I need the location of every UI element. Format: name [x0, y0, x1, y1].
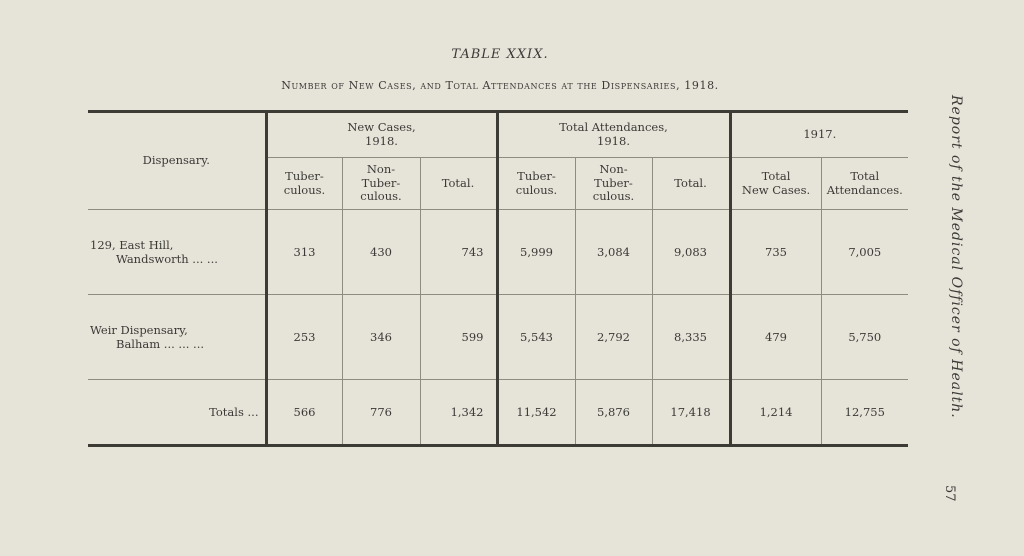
cell-nc-total: 599 — [420, 295, 497, 380]
cell-nc-total: 743 — [420, 210, 497, 295]
total-nc-total: 1,342 — [420, 380, 497, 446]
statistics-table — [88, 110, 908, 447]
header-dispensary: Dispensary. — [88, 112, 266, 210]
page-number: 57 — [942, 485, 957, 502]
header-nc-total: Total. — [420, 158, 497, 210]
cell-ta-tuberculous: 5,543 — [497, 295, 575, 380]
header-attendances-year: 1918. — [597, 134, 630, 148]
total-nc-non-tuberculous: 776 — [342, 380, 420, 446]
cell-nc-tuberculous: 313 — [266, 210, 342, 295]
cell-ta-total: 8,335 — [652, 295, 730, 380]
header-attendances-label: Total Attendances, — [559, 120, 668, 135]
header-1917-group: 1917. — [730, 112, 908, 158]
row-name-line1: 129, East Hill, — [90, 237, 174, 252]
total-1917-attendances: 12,755 — [821, 380, 908, 446]
header-total-new-cases: Total New Cases. — [730, 158, 821, 210]
total-ta-non-tuberculous: 5,876 — [575, 380, 652, 446]
cell-ta-total: 9,083 — [652, 210, 730, 295]
cell-ta-non-tuberculous: 2,792 — [575, 295, 652, 380]
table-row — [88, 295, 908, 380]
header-total-attendances: Total Attendances. — [821, 158, 908, 210]
totals-row — [88, 380, 908, 446]
cell-nc-non-tuberculous: 430 — [342, 210, 420, 295]
row-dispensary-name — [88, 210, 266, 295]
total-nc-tuberculous: 566 — [266, 380, 342, 446]
row-dispensary-name — [88, 295, 266, 380]
cell-nc-non-tuberculous: 346 — [342, 295, 420, 380]
dispensary-table — [88, 110, 908, 447]
cell-1917-new-cases: 479 — [730, 295, 821, 380]
header-nc-tuberculous: Tuber- culous. — [266, 158, 342, 210]
cell-ta-tuberculous: 5,999 — [497, 210, 575, 295]
total-ta-total: 17,418 — [652, 380, 730, 446]
running-head: Report of the Medical Officer of Health. — [948, 95, 964, 419]
row-name-line1: Weir Dispensary, — [90, 322, 188, 337]
table-subtitle: Number of New Cases, and Total Attendances at the Dispensaries, 1918. — [281, 79, 719, 92]
header-ta-tuberculous: Tuber- culous. — [497, 158, 575, 210]
header-nc-non-tuberculous: Non- Tuber- culous. — [342, 158, 420, 210]
totals-label: Totals ... — [209, 405, 259, 419]
header-ta-total: Total. — [652, 158, 730, 210]
cell-ta-non-tuberculous: 3,084 — [575, 210, 652, 295]
cell-1917-attendances: 5,750 — [821, 295, 908, 380]
cell-1917-new-cases: 735 — [730, 210, 821, 295]
total-ta-tuberculous: 11,542 — [497, 380, 575, 446]
row-name-line2: Balham ... ... ... — [116, 337, 205, 351]
header-new-cases-label: New Cases, — [347, 120, 416, 135]
row-name-line2: Wandsworth ... ... — [116, 252, 218, 266]
cell-nc-tuberculous: 253 — [266, 295, 342, 380]
cell-1917-attendances: 7,005 — [821, 210, 908, 295]
table-title: TABLE XXIX. — [451, 47, 549, 62]
total-1917-new-cases: 1,214 — [730, 380, 821, 446]
table-row — [88, 210, 908, 295]
header-attendances-group — [497, 112, 730, 158]
header-ta-non-tuberculous: Non- Tuber- culous. — [575, 158, 652, 210]
header-new-cases-group — [266, 112, 497, 158]
header-new-cases-year: 1918. — [365, 134, 398, 148]
